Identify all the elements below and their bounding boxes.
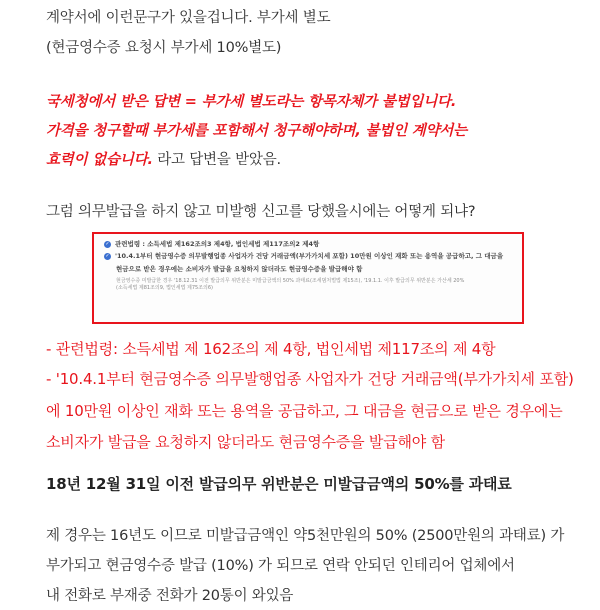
penalty-heading: 18년 12월 31일 이전 발급의무 위반분은 미발급금액의 50%를 과태료 [46, 475, 512, 493]
doc-rule-text: '10.4.1부터 현금영수증 의무발행업종 사업자가 건당 거래금액(부가가치세 포함) 10만원 이상인 재화 또는 용역을 공급하고, 그 대금을 [115, 252, 504, 260]
doc-rule-text-cont: 현금으로 받은 경우에는 소비자가 발급을 요청하지 않더라도 현금영수증을 발급해야 함 [116, 265, 363, 273]
intro-line-1: 계약서에 이런문구가 있을겁니다. 부가세 별도 [46, 10, 331, 26]
question-line: 그럼 의무발급을 하지 않고 미발행 신고를 당했을시에는 어떻게 되냐? [46, 204, 476, 220]
intro-line-2: (현금영수증 요청시 부가세 10%별도) [46, 40, 282, 56]
case-line-3: 내 전화로 부재중 전화가 20통이 와있음 [46, 588, 294, 604]
answer-invalid-text: 효력이 없습니다. [46, 152, 153, 168]
answer-line-2: 가격을 청구할때 부가세를 포함해서 청구해야하며, 불법인 계약서는 [46, 123, 467, 139]
law-line-3: 에 10만원 이상인 재화 또는 용역을 공급하고, 그 대금을 현금으로 받은 경우에는 [46, 402, 563, 420]
check-icon: ✓ [105, 253, 110, 259]
doc-row-law [104, 240, 512, 249]
case-line-1: 제 경우는 16년도 이므로 미발급금액인 약5천만원의 50% (2500만원의 과태료) 가 [46, 528, 565, 544]
check-icon: ✓ [105, 241, 110, 247]
law-document-image [92, 232, 524, 324]
doc-penalty-text-cont: (소득세법 제81조의9, 법인세법 제75조의6) [116, 285, 213, 291]
doc-law-text: 관련법령 : 소득세법 제162조의3 제4항, 법인세법 제117조의2 제4항 [115, 240, 320, 248]
case-line-2: 부가되고 현금영수증 발급 (10%) 가 되므로 연락 안되던 인테리어 업체에서 [46, 558, 515, 574]
answer-line-1: 국세청에서 받은 답변 = 부가세 별도라는 항목자체가 불법입니다. [46, 94, 457, 110]
answer-line-3-rest: 라고 답변을 받았음. [152, 152, 281, 168]
law-line-1: - 관련법령: 소득세법 제 162조의 제 4항, 법인세법 제117조의 제 4항 [46, 340, 496, 358]
law-line-4: 소비자가 발급을 요청하지 않더라도 현금영수증을 발급해야 함 [46, 433, 445, 451]
law-line-2: - '10.4.1부터 현금영수증 의무발행업종 사업자가 건당 거래금액(부가가치세 포함) [46, 370, 574, 388]
doc-row-rule [104, 252, 512, 261]
answer-line-3 [46, 148, 281, 169]
doc-penalty-text: 현금영수증 미발급한 경우 '18.12.31 이전 발급의무 위반분은 미발급금액의 50% 과태료(조세범처벌법 제15조), '19.1.1. 이후 발급의무 위반분은 가산세 20% [116, 278, 465, 284]
